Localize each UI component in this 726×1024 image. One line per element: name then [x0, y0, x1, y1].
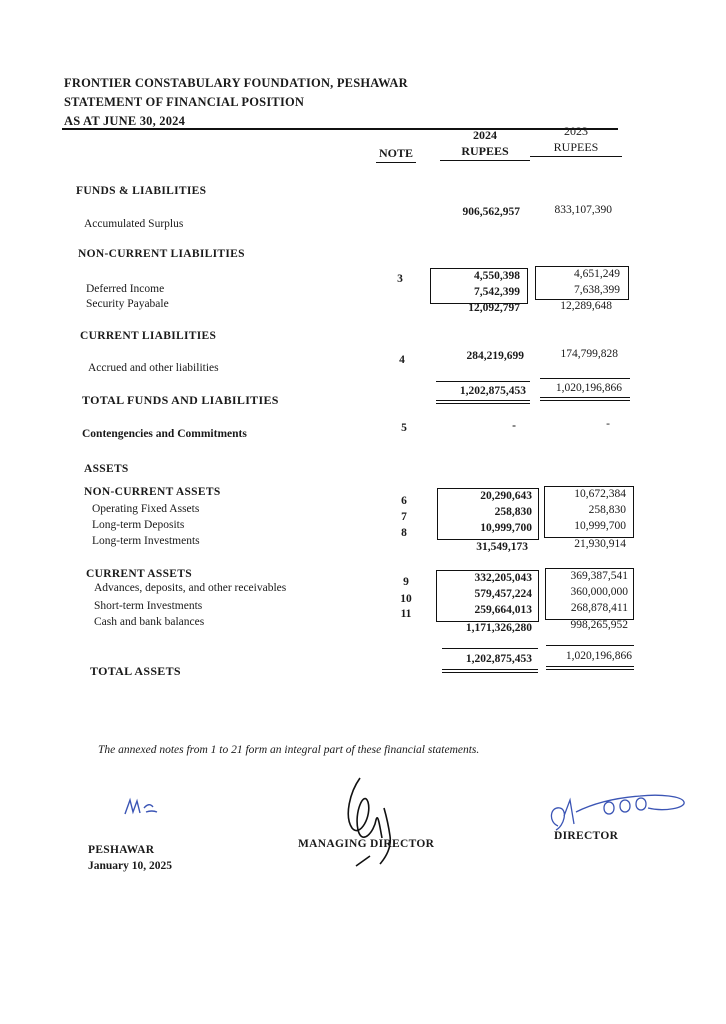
accumulated-surplus-2023: 833,107,390: [554, 204, 612, 216]
security-payable-label: Security Payabale: [86, 298, 169, 310]
total-assets-top-rule-2023: [546, 645, 634, 646]
total-funds-double-rule-a-2023: [540, 397, 630, 398]
total-funds-double-rule-b-2024: [436, 403, 530, 404]
total-funds-double-rule-b-2023: [540, 400, 630, 401]
note-6: 6: [401, 495, 407, 507]
total-assets-double-rule-b-2023: [546, 669, 634, 670]
note-4: 4: [399, 354, 405, 366]
ca-total-2023: 998,265,952: [570, 619, 628, 631]
annexed-notes-statement: The annexed notes from 1 to 21 form an integral part of these financial statements.: [98, 744, 480, 756]
security-payable-2023: 7,638,399: [574, 284, 620, 296]
deferred-income-2023: 4,651,249: [574, 268, 620, 280]
nca-row-2024-0: 20,290,643: [480, 490, 532, 502]
note-column-header: NOTE: [378, 146, 413, 160]
deferred-income-label: Deferred Income: [86, 283, 165, 295]
note-header-underline: [376, 162, 416, 163]
year-2023-header: 2023: [564, 124, 588, 138]
accrued-liabilities-2023: 174,799,828: [560, 348, 618, 360]
statement-title: STATEMENT OF FINANCIAL POSITION: [64, 95, 305, 109]
ca-row-label-2: Cash and bank balances: [94, 616, 205, 628]
initials-signature: [122, 794, 162, 818]
city-label: PESHAWAR: [88, 844, 155, 856]
assets-heading: ASSETS: [84, 463, 129, 475]
total-assets-2023: 1,020,196,866: [565, 650, 632, 662]
note-8: 8: [401, 527, 407, 539]
contingencies-label: Contengencies and Commitments: [82, 428, 247, 440]
accrued-liabilities-2024: 284,219,699: [466, 350, 524, 362]
total-assets-double-rule-a-2023: [546, 666, 634, 667]
accumulated-surplus-2024: 906,562,957: [462, 206, 520, 218]
nca-row-label-2: Long-term Investments: [92, 535, 200, 547]
note-9: 9: [403, 576, 409, 588]
total-funds-2023: 1,020,196,866: [555, 382, 622, 394]
current-liabilities-heading: CURRENT LIABILITIES: [80, 330, 217, 342]
statement-date: AS AT JUNE 30, 2024: [64, 114, 186, 128]
total-assets-label: TOTAL ASSETS: [90, 664, 181, 678]
note-5: 5: [401, 422, 407, 434]
ca-total-2024: 1,171,326,280: [465, 622, 532, 634]
total-assets-2024: 1,202,875,453: [465, 653, 532, 665]
ca-row-label-1: Short-term Investments: [94, 600, 203, 612]
total-funds-2024: 1,202,875,453: [459, 385, 526, 397]
ca-row-2024-2: 259,664,013: [474, 604, 532, 616]
nca-row-label-0: Operating Fixed Assets: [92, 503, 200, 515]
ca-row-label-0: Advances, deposits, and other receivables: [94, 582, 287, 594]
nca-total-2024: 31,549,173: [476, 541, 528, 553]
total-funds-top-rule-2023: [540, 378, 630, 379]
total-funds-top-rule-2024: [436, 381, 530, 382]
nca-row-2023-2: 10,999,700: [574, 520, 626, 532]
non-current-assets-heading: NON-CURRENT ASSETS: [84, 486, 221, 498]
total-assets-double-rule-a-2024: [442, 669, 538, 670]
security-payable-2024: 7,542,399: [474, 286, 520, 298]
ca-row-2024-0: 332,205,043: [474, 572, 532, 584]
nca-total-2023: 21,930,914: [574, 538, 626, 550]
deferred-income-2024: 4,550,398: [474, 270, 520, 282]
total-assets-top-rule-2024: [442, 648, 538, 649]
org-name: FRONTIER CONSTABULARY FOUNDATION, PESHAWAR: [64, 76, 408, 90]
year-2024-header: 2024: [473, 128, 497, 142]
accrued-liabilities-label: Accrued and other liabilities: [88, 362, 219, 374]
director-title: DIRECTOR: [554, 830, 619, 842]
signing-date: January 10, 2025: [88, 860, 173, 872]
funds-liabilities-heading: FUNDS & LIABILITIES: [76, 185, 207, 197]
rupees-2024-header: RUPEES: [461, 144, 509, 158]
note-7: 7: [401, 511, 407, 523]
total-assets-double-rule-b-2024: [442, 672, 538, 673]
note-11: 11: [400, 608, 412, 620]
total-funds-liabilities-label: TOTAL FUNDS AND LIABILITIES: [82, 393, 279, 407]
ncl-total-2023: 12,289,648: [560, 300, 612, 312]
nca-row-2023-1: 258,830: [588, 504, 626, 516]
header-2024-underline: [440, 160, 530, 161]
current-assets-heading: CURRENT ASSETS: [86, 568, 192, 580]
nca-row-2024-1: 258,830: [494, 506, 532, 518]
note-3: 3: [397, 273, 403, 285]
header-2023-underline: [530, 156, 622, 157]
rupees-2023-header: RUPEES: [553, 140, 599, 154]
nca-row-2023-0: 10,672,384: [574, 488, 626, 500]
ca-row-2023-0: 369,387,541: [570, 570, 628, 582]
ca-row-2023-2: 268,878,411: [570, 602, 628, 614]
ncl-total-2024: 12,092,797: [468, 302, 520, 314]
ca-row-2024-1: 579,457,224: [474, 588, 532, 600]
note-10: 10: [400, 593, 412, 605]
total-funds-double-rule-a-2024: [436, 400, 530, 401]
contingencies-2023: -: [606, 418, 610, 430]
contingencies-2024: -: [512, 420, 516, 432]
nca-row-label-1: Long-term Deposits: [92, 519, 185, 531]
nca-row-2024-2: 10,999,700: [480, 522, 532, 534]
non-current-liabilities-heading: NON-CURRENT LIABILITIES: [78, 248, 245, 260]
accumulated-surplus-label: Accumulated Surplus: [84, 218, 184, 230]
managing-director-signature: [330, 772, 410, 870]
managing-director-title: MANAGING DIRECTOR: [298, 838, 435, 850]
ca-row-2023-1: 360,000,000: [570, 586, 628, 598]
